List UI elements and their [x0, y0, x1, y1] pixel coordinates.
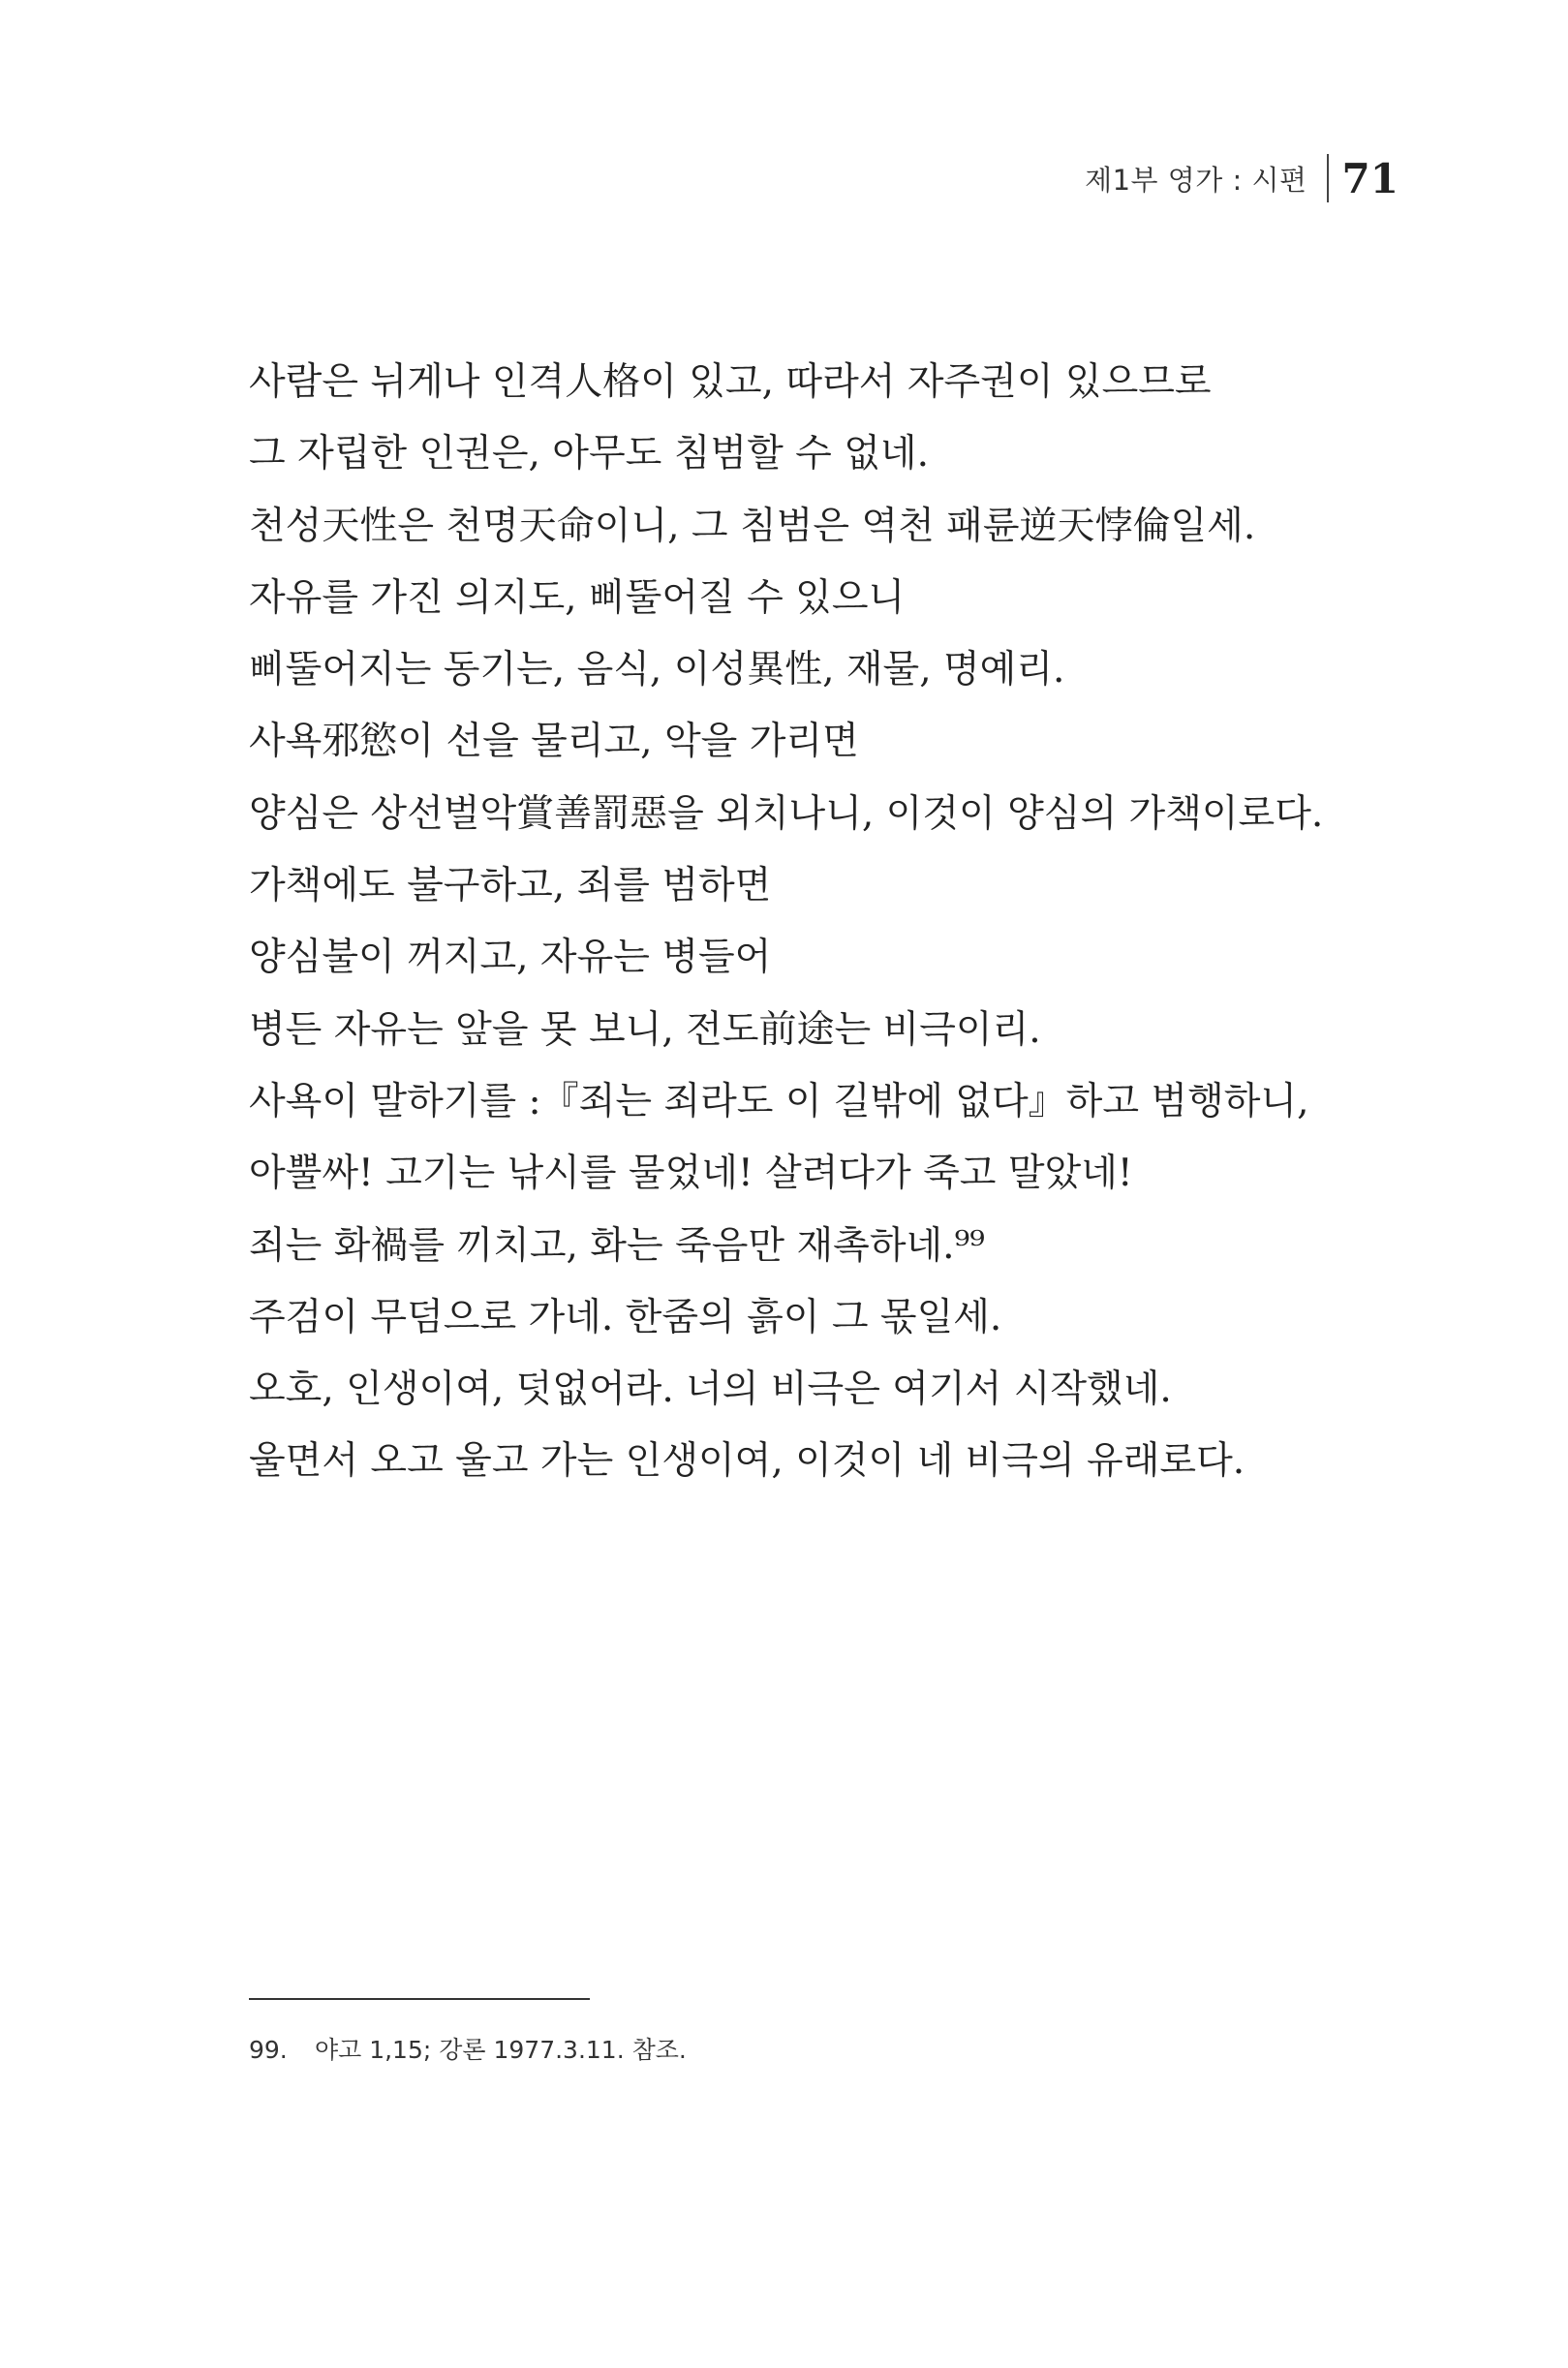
poem-line: 삐뚤어지는 동기는, 음식, 이성異性, 재물, 명예리. — [249, 648, 1065, 692]
poem-line: 그 자립한 인권은, 아무도 침범할 수 없네. — [249, 432, 929, 477]
poem-line: 자유를 가진 의지도, 삐뚤어질 수 있으니 — [249, 575, 906, 620]
footnote-divider — [249, 1998, 590, 2000]
poem-line: 주검이 무덤으로 가네. 한줌의 흙이 그 몫일세. — [249, 1295, 1002, 1339]
poem-line: 울면서 오고 울고 가는 인생이여, 이것이 네 비극의 유래로다. — [249, 1439, 1245, 1484]
footnote-text: 야고 1,15; 강론 1977.3.11. 참조. — [314, 2036, 687, 2064]
poem-line: 양심불이 꺼지고, 자유는 병들어 — [249, 936, 772, 980]
poem-line: 죄는 화禍를 끼치고, 화는 죽음만 재촉하네.⁹⁹ — [249, 1223, 985, 1268]
poem-line: 사욕이 말하기를 :『죄는 죄라도 이 길밖에 없다』하고 범행하니, — [249, 1079, 1309, 1123]
poem-body — [249, 347, 1411, 1498]
poem-line: 병든 자유는 앞을 못 보니, 전도前途는 비극이리. — [249, 1007, 1041, 1052]
page-number: 71 — [1341, 154, 1399, 202]
header-divider — [1327, 154, 1329, 202]
poem-line: 사람은 뉘게나 인격人格이 있고, 따라서 자주권이 있으므로 — [249, 360, 1212, 404]
part-title: 제1부 영가 : 시편 — [1085, 163, 1307, 197]
poem-line: 아뿔싸! 고기는 낚시를 물었네! 살려다가 죽고 말았네! — [249, 1152, 1133, 1196]
footnote-number: 99. — [249, 2036, 288, 2064]
poem-line: 사욕邪慾이 선을 물리고, 악을 가리면 — [249, 720, 859, 764]
poem-line: 천성天性은 천명天命이니, 그 침범은 역천 패륜逆天悖倫일세. — [249, 504, 1256, 548]
running-header — [1085, 153, 1399, 203]
poem-line: 오호, 인생이여, 덧없어라. 너의 비극은 여기서 시작했네. — [249, 1368, 1172, 1412]
poem-line: 가책에도 불구하고, 죄를 범하면 — [249, 864, 772, 908]
footnote — [249, 2031, 687, 2066]
poem-line: 양심은 상선벌악賞善罰惡을 외치나니, 이것이 양심의 가책이로다. — [249, 791, 1324, 836]
